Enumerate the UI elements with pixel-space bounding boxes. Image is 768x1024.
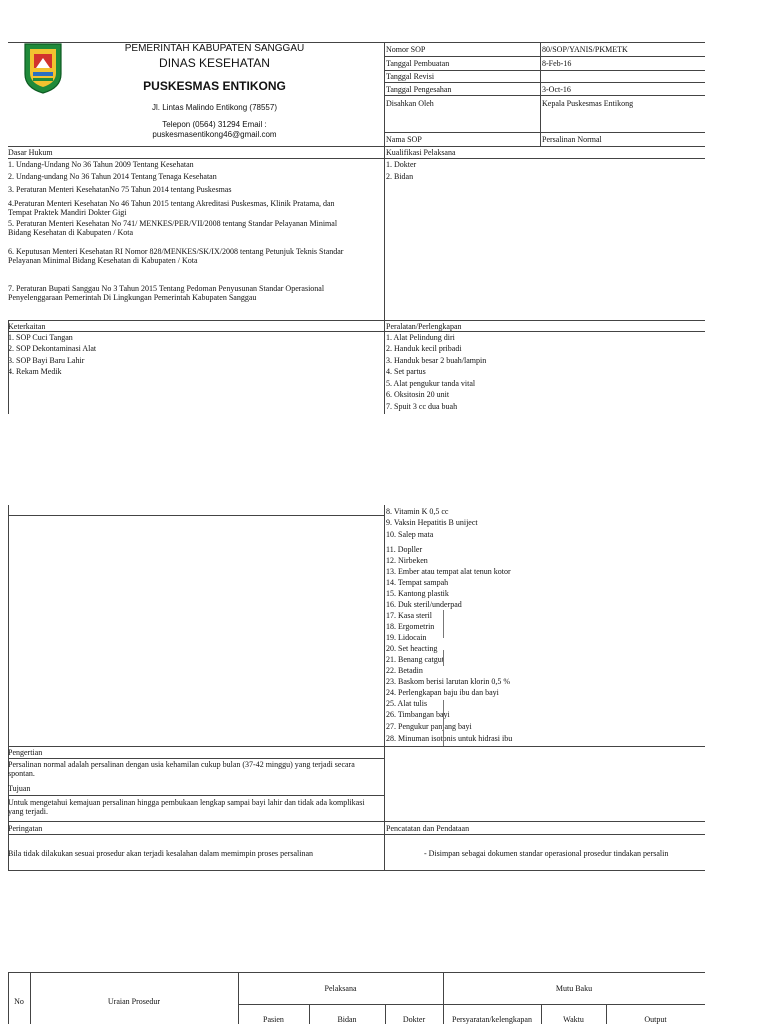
- legal-basis-item: 3. Peraturan Menteri KesehatanNo 75 Tahun 2014 tentang Puskesmas: [8, 185, 232, 194]
- related-sop-item: 1. SOP Cuci Tangan: [8, 333, 73, 342]
- approval-date-label: Tanggal Pengesahan: [386, 85, 452, 94]
- equipment-item: 23. Baskom berisi larutan klorin 0,5 %: [386, 677, 510, 686]
- equipment-item: 5. Alat pengukur tanda vital: [386, 379, 476, 388]
- approved-by-value: Kepala Puskesmas Entikong: [542, 99, 634, 108]
- equipment-item: 19. Lidocain: [386, 633, 427, 642]
- related-sop-item: 2. SOP Dekontaminasi Alat: [8, 344, 97, 353]
- records-title: Pencatatan dan Pendataan: [386, 824, 470, 833]
- equipment-item: 26. Timbangan bayi: [386, 710, 450, 719]
- equipment-item: 21. Benang catgut: [386, 655, 444, 664]
- header-phone: Telepon (0564) 31294 Email :: [162, 120, 267, 129]
- equipment-item: 12. Nirbeken: [386, 556, 428, 565]
- col-midwife: Bidan: [337, 1015, 357, 1024]
- related-sop-item: 3. SOP Bayi Baru Lahir: [8, 356, 85, 365]
- legal-basis-item: 1. Undang-Undang No 36 Tahun 2009 Tentang Kesehatan: [8, 160, 194, 169]
- equipment-item: 11. Dopller: [386, 545, 423, 554]
- definition-title: Pengertian: [8, 748, 43, 757]
- legal-basis-title: Dasar Hukum: [8, 148, 53, 157]
- equipment-item: 27. Pengukur panjang bayi: [386, 722, 472, 731]
- creation-date-label: Tanggal Pembuatan: [386, 59, 450, 68]
- col-patient: Pasien: [263, 1015, 284, 1024]
- qualification-item: 1. Dokter: [386, 160, 417, 169]
- sop-number-label: Nomor SOP: [386, 45, 426, 54]
- col-executor-group: Pelaksana: [324, 984, 357, 993]
- revision-date-label: Tanggal Revisi: [386, 72, 435, 81]
- definition-text: Persalinan normal adalah persalinan dengan usia kehamilan cukup bulan (37-42 minggu) yang terjadi secara spontan.: [8, 760, 355, 778]
- equipment-item: 8. Vitamin K 0,5 cc: [386, 507, 449, 516]
- legal-basis-item: 2. Undang-undang No 36 Tahun 2014 Tentang Tenaga Kesehatan: [8, 172, 217, 181]
- header-address: Jl. Lintas Malindo Entikong (78557): [152, 103, 277, 112]
- equipment-item: 15. Kantong plastik: [386, 589, 449, 598]
- qualification-title: Kualifikasi Pelaksana: [386, 148, 456, 157]
- records-text: - Disimpan sebagai dokumen standar operasional prosedur tindakan persalin: [424, 849, 669, 858]
- sop-number-value: 80/SOP/YANIS/PKMETK: [542, 45, 628, 54]
- header-government-line: PEMERINTAH KABUPATEN SANGGAU: [124, 43, 305, 54]
- col-requirements: Persyaratan/kelengkapan: [452, 1015, 532, 1024]
- equipment-item: 6. Oksitosin 20 unit: [386, 390, 450, 399]
- equipment-item: 24. Perlengkapan baju ibu dan bayi: [386, 688, 499, 697]
- legal-basis-item: 4.Peraturan Menteri Kesehatan No 46 Tahun 2015 tentang Akreditasi Puskesmas, Klinik Pratama, dan Tempat Praktek Mandiri Dokter Gigi: [8, 199, 335, 217]
- equipment-item: 7. Spuit 3 cc dua buah: [386, 402, 458, 411]
- equipment-item: 18. Ergometrin: [386, 622, 435, 631]
- equipment-item: 28. Minuman isotonis untuk hidrasi ibu: [386, 734, 513, 743]
- purpose-title: Tujuan: [8, 784, 31, 793]
- equipment-item: 13. Ember atau tempat alat tenun kotor: [386, 567, 511, 576]
- header-department-line: DINAS KESEHATAN: [159, 56, 270, 70]
- equipment-item: 22. Betadin: [386, 666, 423, 675]
- legal-basis-item: 7. Peraturan Bupati Sanggau No 3 Tahun 2015 Tentang Pedoman Penyusunan Standar Operasional Penyelenggaraan Pemerintah Di Lingkungan Pemerintah Kabupaten Sanggau: [8, 284, 325, 302]
- equipment-item: 9. Vaksin Hepatitis B uniject: [386, 518, 478, 527]
- equipment-title: Peralatan/Perlengkapan: [386, 322, 462, 331]
- equipment-item: 14. Tempat sampah: [386, 578, 449, 587]
- col-procedure-description: Uraian Prosedur: [107, 997, 161, 1006]
- header-email: puskesmasentikong46@gmail.com: [152, 130, 277, 139]
- equipment-item: 2. Handuk kecil pribadi: [386, 344, 462, 353]
- col-doctor: Dokter: [402, 1015, 426, 1024]
- legal-basis-item: 6. Keputusan Menteri Kesehatan RI Nomor 828/MENKES/SK/IX/2008 tentang Petunjuk Teknis Standar Pelayanan Minimal Bidang Kesehatan di Kabupaten / Kota: [8, 247, 344, 265]
- related-sop-item: 4. Rekam Medik: [8, 367, 62, 376]
- qualification-item: 2. Bidan: [386, 172, 414, 181]
- related-sop-title: Keterkaitan: [8, 322, 46, 331]
- col-no: No: [14, 997, 24, 1006]
- creation-date-value: 8-Feb-16: [542, 59, 572, 68]
- col-output: Output: [644, 1015, 667, 1024]
- sop-name-label: Nama SOP: [386, 135, 422, 144]
- equipment-item: 16. Duk steril/underpad: [386, 600, 462, 609]
- approved-by-label: Disahkan Oleh: [386, 99, 434, 108]
- sanggau-regency-logo: [22, 40, 64, 94]
- col-time: Waktu: [563, 1015, 584, 1024]
- equipment-item: 17. Kasa steril: [386, 611, 432, 620]
- header-puskesmas-name: PUSKESMAS ENTIKONG: [143, 79, 286, 93]
- equipment-item: 25. Alat tulis: [386, 699, 428, 708]
- warning-text: Bila tidak dilakukan sesuai prosedur akan terjadi kesalahan dalam memimpin proses persalinan: [8, 849, 314, 858]
- equipment-item: 4. Set partus: [386, 367, 426, 376]
- equipment-item: 3. Handuk besar 2 buah/lampin: [386, 356, 487, 365]
- sop-name-value: Persalinan Normal: [542, 135, 602, 144]
- legal-basis-item: 5. Peraturan Menteri Kesehatan No 741/ MENKES/PER/VII/2008 tentang Standar Pelayanan Minimal Bidang Kesehatan di Kabupaten / Kota: [8, 219, 338, 237]
- approval-date-value: 3-Oct-16: [542, 85, 571, 94]
- equipment-item: 20. Set heacting: [386, 644, 438, 653]
- equipment-item: 1. Alat Pelindung diri: [386, 333, 455, 342]
- warning-title: Peringatan: [8, 824, 43, 833]
- purpose-text: Untuk mengetahui kemajuan persalinan hingga pembukaan lengkap sampai bayi lahir dan tidak ada komplikasi yang terjadi.: [8, 798, 365, 816]
- col-quality-standard-group: Mutu Baku: [555, 984, 593, 993]
- equipment-item: 10. Salep mata: [386, 530, 434, 539]
